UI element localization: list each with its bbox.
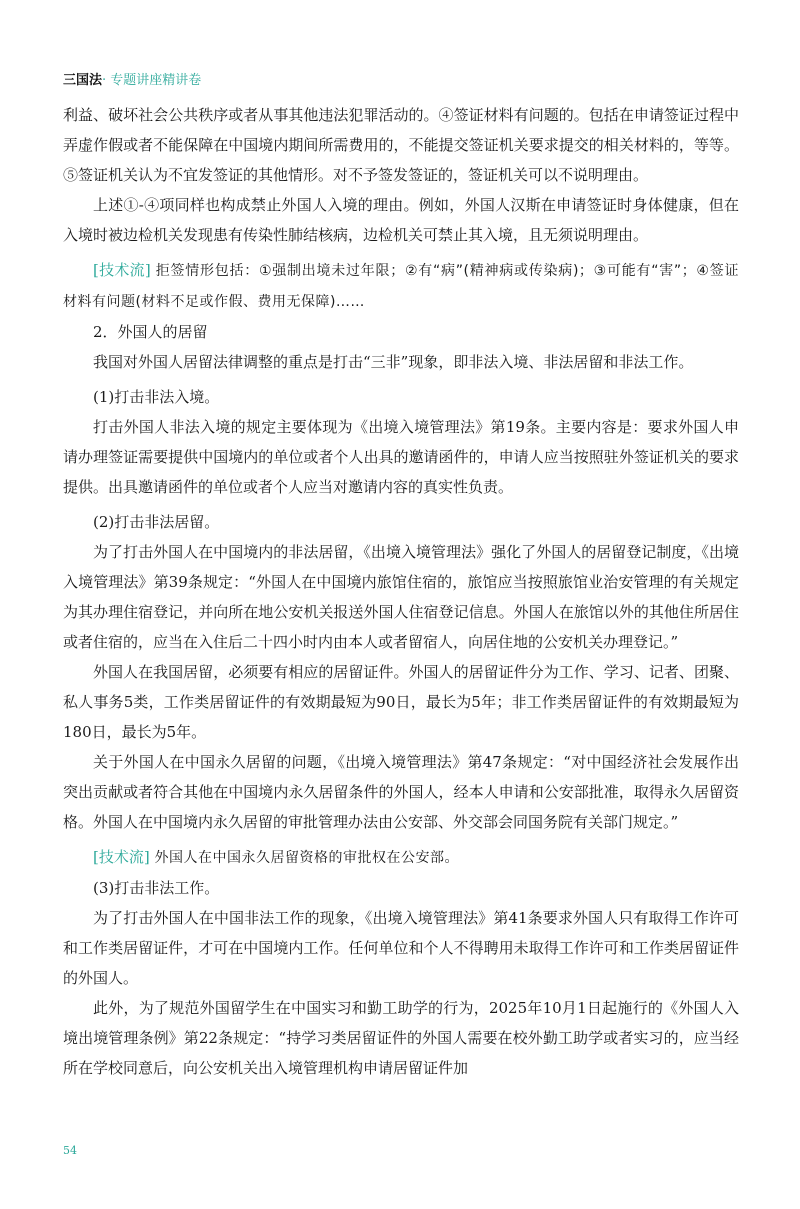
page-body — [63, 100, 739, 1083]
tech-note-text: 拒签情形包括：①强制出境未过年限；②有“病”(精神病或传染病)；③可能有“害”；④签证材料有问题(材料不足或作假、费用无保障)…… — [63, 263, 739, 310]
page-number: 54 — [63, 1144, 77, 1157]
subsection-heading: (1)打击非法入境。 — [93, 388, 220, 406]
paragraph: 利益、破坏社会公共秩序或者从事其他违法犯罪活动的。④签证材料有问题的。包括在申请签证过程中弄虚作假或者不能保障在中国境内期间所需费用的，不能提交签证机关要求提交的相关材料的，等等。⑤签证机关认为不宜发签证的其他情形。对不予签发签证的，签证机关可以不说明理由。 — [63, 106, 739, 184]
paragraph: 上述①-④项同样也构成禁止外国人入境的理由。例如，外国人汉斯在申请签证时身体健康，但在入境时被边检机关发现患有传染性肺结核病，边检机关可禁止其入境，且无须说明理由。 — [63, 196, 739, 244]
paragraph: 外国人在我国居留，必须要有相应的居留证件。外国人的居留证件分为工作、学习、记者、团聚、私人事务5类，工作类居留证件的有效期最短为90日，最长为5年；非工作类居留证件的有效期最短为180日，最长为5年。 — [63, 663, 739, 741]
header-brand: 三国法 — [63, 73, 103, 88]
tech-note-label: [技术流] — [93, 848, 150, 866]
paragraph: 此外，为了规范外国留学生在中国实习和勤工助学的行为，2025年10月1日起施行的《外国人入境出境管理条例》第22条规定：“持学习类居留证件的外国人需要在校外勤工助学或者实习的，应当经所在学校同意后，向公安机关出入境管理机构申请居留证件加 — [63, 999, 739, 1077]
paragraph: 我国对外国人居留法律调整的重点是打击“三非”现象，即非法入境、非法居留和非法工作。 — [93, 353, 694, 371]
running-header — [63, 72, 201, 90]
paragraph: 为了打击外国人在中国境内的非法居留，《出境入境管理法》强化了外国人的居留登记制度，《出境入境管理法》第39条规定：“外国人在中国境内旅馆住宿的，旅馆应当按照旅馆业治安管理的有关规定为其办理住宿登记，并向所在地公安机关报送外国人住宿登记信息。外国人在旅馆以外的其他住所居住或者住宿的，应当在入住后二十四小时内由本人或者留宿人，向居住地的公安机关办理登记。” — [63, 543, 739, 651]
tech-note — [63, 842, 739, 873]
subsection-heading: (2)打击非法居留。 — [93, 513, 220, 531]
tech-note-label: [技术流] — [93, 261, 151, 279]
section-heading: 2．外国人的居留 — [93, 323, 208, 341]
paragraph: 为了打击外国人在中国非法工作的现象，《出境入境管理法》第41条要求外国人只有取得工作许可和工作类居留证件，才可在中国境内工作。任何单位和个人不得聘用未取得工作许可和工作类居留证件的外国人。 — [63, 909, 739, 987]
tech-note-text: 外国人在中国永久居留资格的审批权在公安部。 — [154, 850, 459, 866]
tech-note — [63, 255, 739, 317]
paragraph: 关于外国人在中国永久居留的问题，《出境入境管理法》第47条规定：“对中国经济社会发展作出突出贡献或者符合其他在中国境内永久居留条件的外国人，经本人申请和公安部批准，取得永久居留资格。外国人在中国境内永久居留的审批管理办法由公安部、外交部会同国务院有关部门规定。” — [63, 753, 739, 831]
header-series-title: · 专题讲座精讲卷 — [102, 73, 202, 88]
subsection-heading: (3)打击非法工作。 — [93, 879, 220, 897]
paragraph: 打击外国人非法入境的规定主要体现为《出境入境管理法》第19条。主要内容是：要求外国人申请办理签证需要提供中国境内的单位或者个人出具的邀请函件的，申请人应当按照驻外签证机关的要求提供。出具邀请函件的单位或者个人应当对邀请内容的真实性负责。 — [63, 418, 739, 496]
